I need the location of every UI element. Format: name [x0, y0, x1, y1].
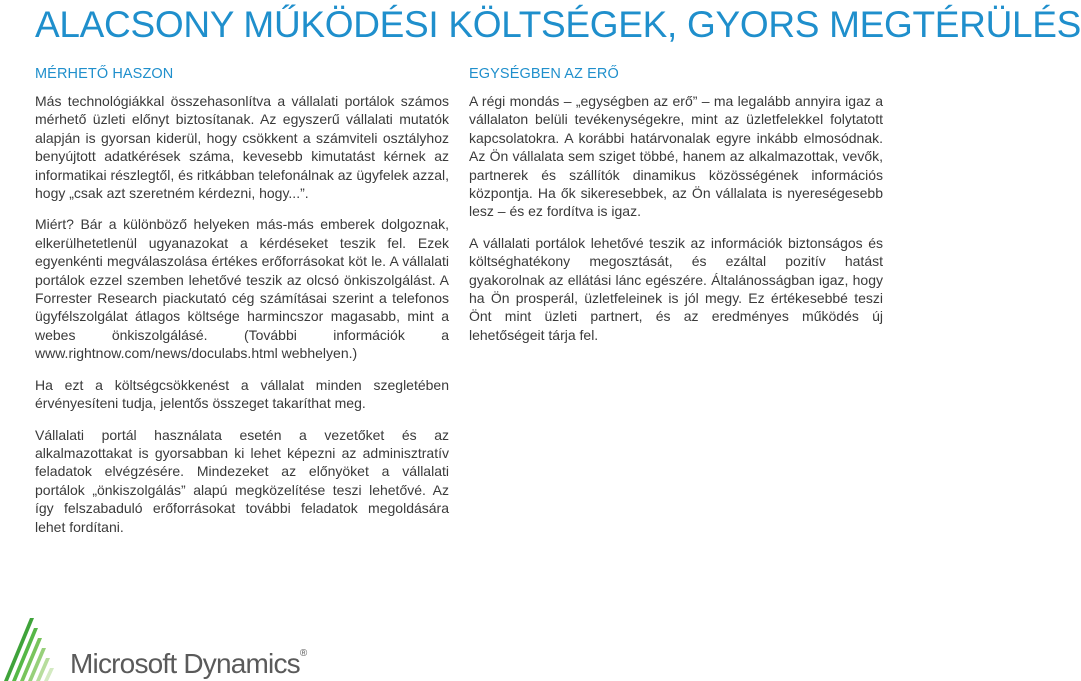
paragraph: A vállalati portálok lehetővé teszik az információk biztonságos és költséghatékony megosztását, és ezáltal pozitív hatást gyakorolnak az ellátási lánc egészére. Általánosságban igaz, hogy ha Ön prosperál, üzletfeleinek is jól megy. Ez értékesebbé teszi Önt mint üzleti partnert, és az eredményes működés új lehetőségeit tárja fel.: [469, 234, 883, 343]
trademark-symbol: ®: [299, 648, 307, 659]
paragraph: Miért? Bár a különböző helyeken más-más emberek dolgoznak, elkerülhetetlenül ugyanazokat a kérdéseket teszik fel. Ezek egyenkénti megválaszolása értékes erőforrásokat köt le. A vállalati portálok ezzel szemben lehetővé teszik az olcsó önkiszolgálást. A Forrester Research piackutató cég számításai szerint a telefonos ügyfélszolgálat átlagos költsége harmincszor magasabb, mint a webes önkiszolgálásé. (További információk a www.rightnow.com/news/doculabs.html webhelyen.): [35, 216, 449, 362]
dynamics-logo-icon: [0, 618, 68, 681]
section-heading-unity-strength: EGYSÉGBEN AZ ERŐ: [469, 66, 619, 82]
page-title: ALACSONY MŰKÖDÉSI KÖLTSÉGEK, GYORS MEGTÉRÜLÉS: [35, 4, 1081, 45]
paragraph: Más technológiákkal összehasonlítva a vállalati portálok számos mérhető üzleti előnyt biztosítanak. Az egyszerű vállalati mutatók alapján is gyorsan kiderül, hogy csökkent a számviteli osztályhoz benyújtott adatkérések száma, kevesebb kimutatást kérnek az informatikai részlegtől, és ritkábban telefonálnak az ügyfelek azzal, hogy „csak azt szeretném kérdezni, hogy...”.: [35, 93, 449, 202]
microsoft-dynamics-logo: [0, 618, 307, 681]
right-column: [469, 66, 883, 357]
paragraph: Vállalati portál használata esetén a vezetőket és az alkalmazottakat is gyorsabban ki lehet képezni az adminisztratív feladatok elvégzésére. Mindezeket az előnyöket a vállalati portálok „önkiszolgálás” alapú megközelítése teszi lehetővé. Az így felszabaduló erőforrásokat további feladatok megoldására lehet fordítani.: [35, 426, 449, 535]
left-column: [35, 66, 449, 549]
paragraph: A régi mondás – „egységben az erő” – ma legalább annyira igaz a vállalaton belüli tevékenységekre, mint az üzletfelekkel folytatott kapcsolatokra. A korábbi határvonalak egyre inkább elmosódnak. Az Ön vállalata sem sziget többé, hanem az alkalmazottak, vevők, partnerek és szállítók dinamikus közösségének információs központja. Ha ők sikeresebbek, az Ön vállalata is nyereségesebb lesz – és ez fordítva is igaz.: [469, 93, 883, 220]
logo-wordmark: [70, 648, 306, 680]
paragraph: Ha ezt a költségcsökkenést a vállalat minden szegletében érvényesíteni tudja, jelentős összeget takaríthat meg.: [35, 376, 449, 412]
logo-text: Microsoft Dynamics: [70, 648, 300, 679]
section-heading-measurable-benefit: MÉRHETŐ HASZON: [35, 66, 174, 82]
